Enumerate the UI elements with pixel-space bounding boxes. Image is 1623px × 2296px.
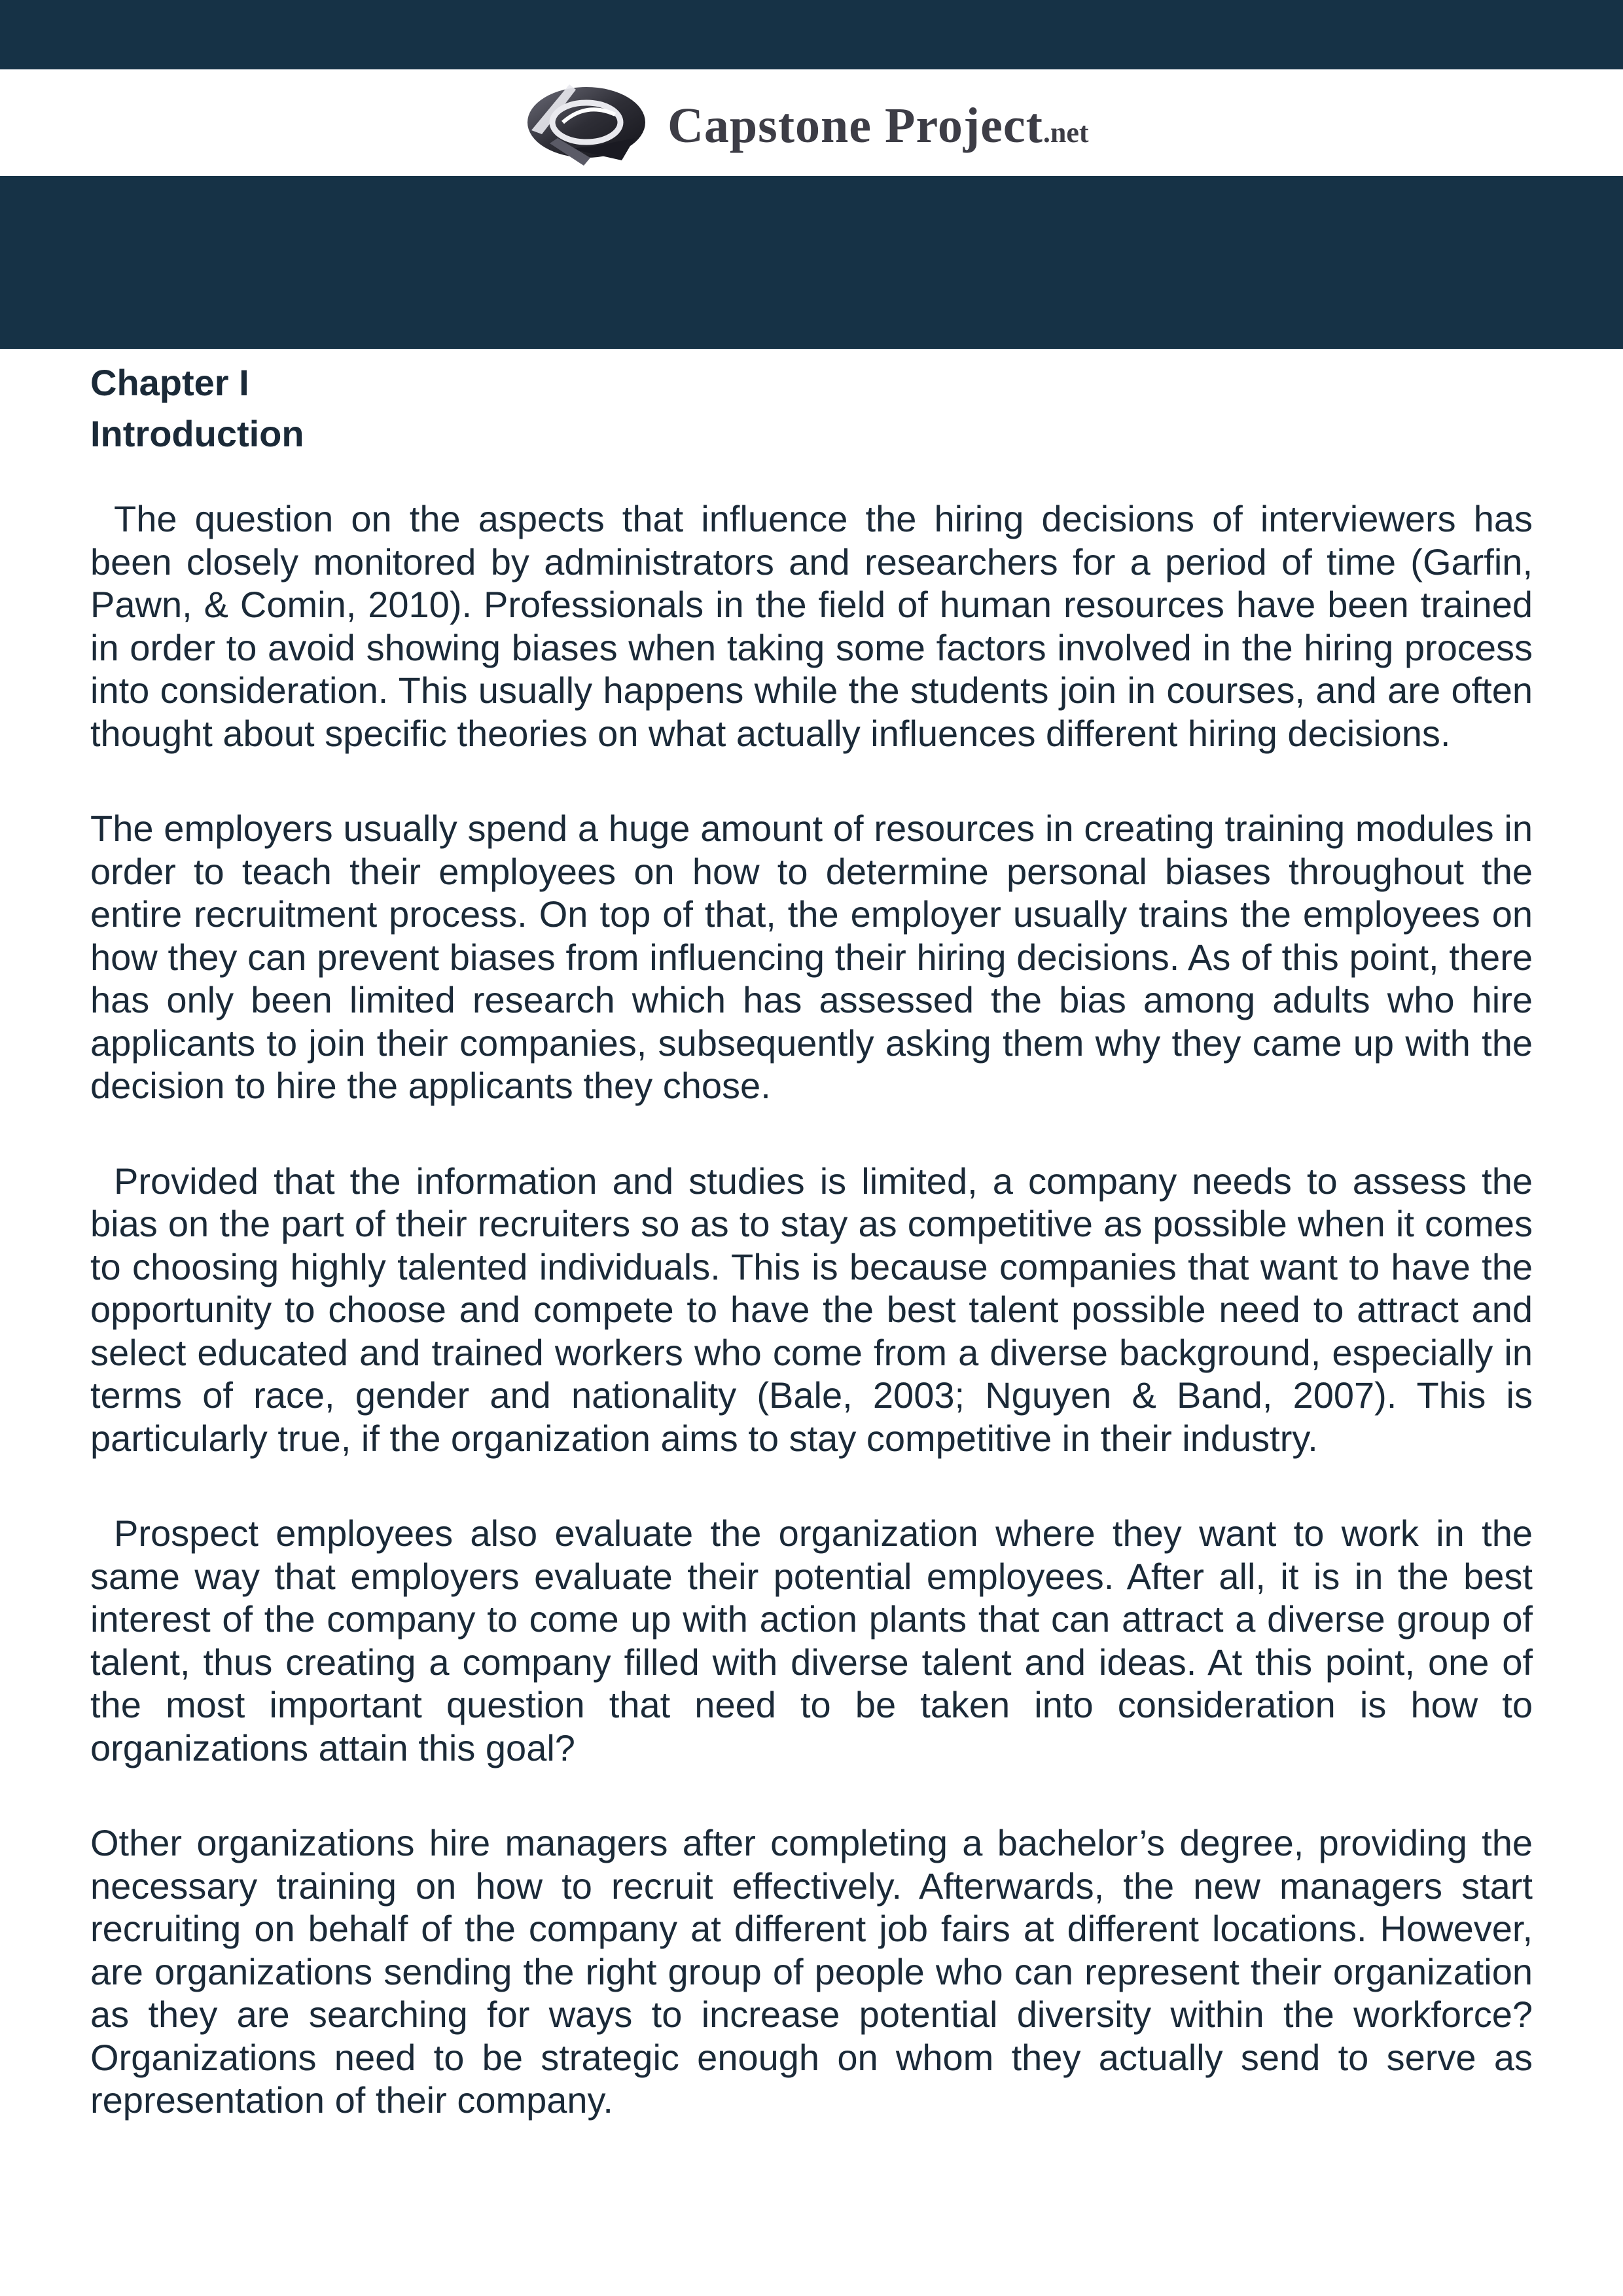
chapter-label: Chapter I	[90, 362, 249, 403]
top-header-band	[0, 0, 1623, 69]
brand-name	[668, 98, 1089, 154]
paragraph-1: The question on the aspects that influence the hiring decisions of interviewers has been closely monitored by administrators and researchers for a period of time (Garfin, Pawn, & Comin, 2010). Professionals in the field of human resources have been trained in order to avoid showing biases when taking some factors involved in the hiring process into consideration. This usually happens while the students join in courses, and are often thought about specific theories on what actually influences different hiring decisions.	[90, 498, 1533, 754]
capstone-emblem-icon	[524, 83, 648, 168]
paragraph-3: Provided that the information and studies is limited, a company needs to assess the bias on the part of their recruiters so as to stay as competitive as possible when it comes to choosing highly talented individuals. This is because companies that want to have the opportunity to choose and compete to have the best talent possible need to attract and select educated and trained workers who come from a diverse background, especially in terms of race, gender and nationality (Bale, 2003; Nguyen & Band, 2007). This is particularly true, if the organization aims to stay competitive in their industry.	[90, 1160, 1533, 1459]
document-body	[90, 357, 1533, 2122]
brand-name-text: Capstone Project	[668, 98, 1043, 153]
brand-suffix: .net	[1043, 116, 1089, 149]
header-block	[0, 176, 1623, 349]
chapter-title: Introduction	[90, 413, 304, 454]
paragraph-4: Prospect employees also evaluate the organization where they want to work in the same way that employers evaluate their potential employees. After all, it is in the best interest of the company to come up with action plants that can attract a diverse group of talent, thus creating a company filled with diverse talent and ideas. At this point, one of the most important question that need to be taken into consideration is how to organizations attain this goal?	[90, 1513, 1533, 1768]
paragraph-2: The employers usually spend a huge amount of resources in creating training modules in order to teach their employees on how to determine personal biases throughout the entire recruitment process. On top of that, the employer usually trains the employees on how they can prevent biases from influencing their hiring decisions. As of this point, there has only been limited research which has assessed the bias among adults who hire applicants to join their companies, subsequently asking them why they came up with the decision to hire the applicants they chose.	[90, 808, 1533, 1106]
paragraph-5: Other organizations hire managers after completing a bachelor’s degree, providing the necessary training on how to recruit effectively. Afterwards, the new managers start recruiting on behalf of the company at different job fairs at different locations. However, are organizations sending the right group of people who can represent their organization as they are searching for ways to increase potential diversity within the workforce? Organizations need to be strategic enough on whom they actually send to serve as representation of their company.	[90, 1822, 1533, 2121]
brand-logo	[524, 81, 1089, 170]
